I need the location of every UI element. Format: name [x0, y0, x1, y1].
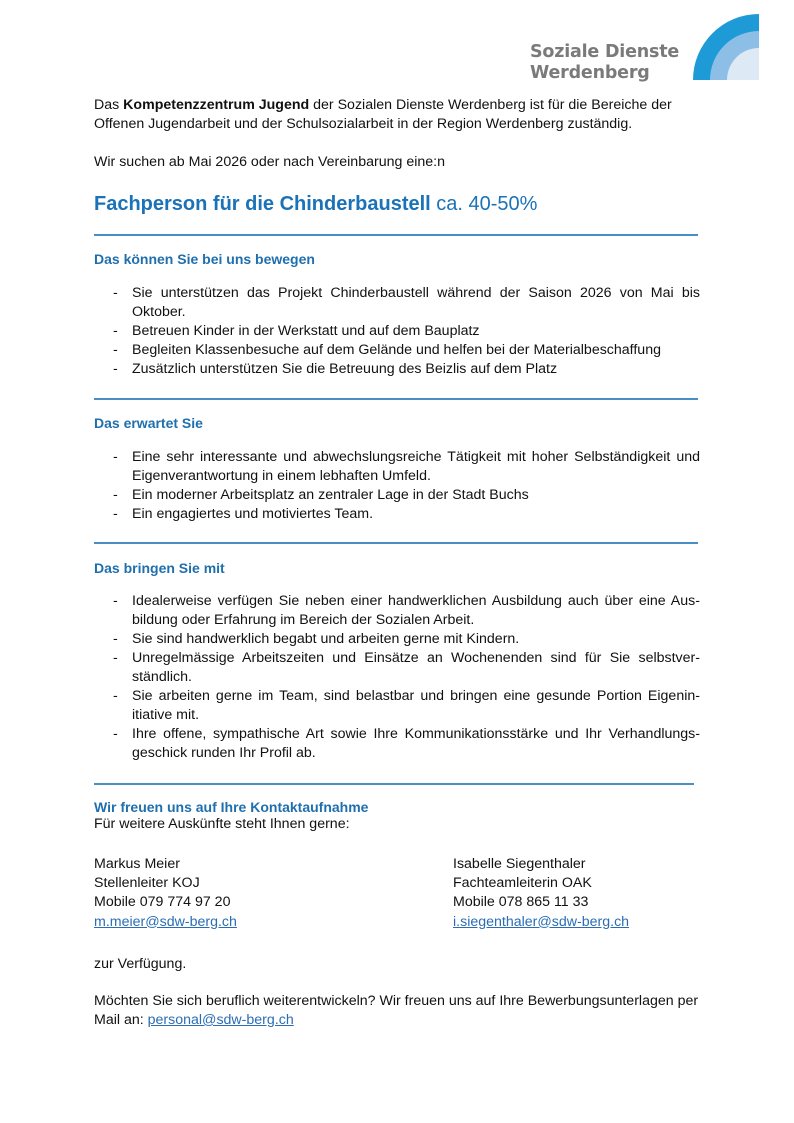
list-item: - Sie arbeiten gerne im Team, sind belastbar und bringen eine gesunde Portion Eigeninitiative mit. [94, 687, 700, 725]
list-item: - Zusätzlich unterstützen Sie die Betreuung des Beizlis auf dem Platz [94, 360, 700, 379]
application-paragraph: Möchten Sie sich beruflich weiterentwickeln? Wir freuen uns auf Ihre Bewerbungsunterlagen per Mail an: personal@sdw-berg.ch [94, 993, 699, 1028]
contact-phone: Mobile 078 865 11 33 [453, 894, 589, 911]
intro-paragraph: Das Kompetenzzentrum Jugend der Sozialen Dienste Werdenberg ist für die Bereiche der Offenen Jugendarbeit und der Schulsozialarbeit in der Region Werdenberg zuständig. [94, 97, 672, 132]
contact-card [94, 855, 237, 932]
requirements-list [94, 592, 700, 763]
contact-closing: zur Verfügung. [94, 956, 187, 972]
list-item: - Idealerweise verfügen Sie neben einer handwerklichen Ausbildung auch über eine Ausbildung oder Erfahrung im Bereich der Sozialen Arbeit. [94, 592, 700, 630]
job-title: Fachperson für die Chinderbaustell ca. 40-50% [94, 193, 538, 215]
rainbow-arc-icon [693, 14, 763, 80]
divider [94, 234, 698, 236]
list-item: - Ein engagiertes und motiviertes Team. [94, 505, 700, 524]
list-item: - Eine sehr interessante und abwechslungsreiche Tätigkeit mit hoher Selbständigkeit und Eigenverantwortung in einem lebhaften Umfeld. [94, 448, 700, 486]
logo-wordmark [530, 42, 679, 84]
search-line: Wir suchen ab Mai 2026 oder nach Vereinbarung eine:n [94, 154, 445, 170]
job-workload: ca. 40-50% [430, 193, 538, 215]
contact-role: Stellenleiter KOJ [94, 875, 200, 892]
list-item: - Ein moderner Arbeitsplatz an zentraler Lage in der Stadt Buchs [94, 486, 700, 505]
list-item: - Ihre offene, sympathische Art sowie Ihre Kommunikationsstärke und Ihr Verhandlungsgeschick runden Ihr Profil ab. [94, 725, 700, 763]
list-item: - Unregelmässige Arbeitszeiten und Einsätze an Wochenenden sind für Sie selbstverständlich. [94, 649, 700, 687]
contact-phone: Mobile 079 774 97 20 [94, 894, 231, 911]
department-name: Kompetenzzentrum Jugend [123, 97, 310, 113]
list-item: - Sie sind handwerklich begabt und arbeiten gerne mit Kindern. [94, 630, 700, 649]
divider [94, 542, 698, 544]
section-heading: Das können Sie bei uns bewegen [94, 251, 315, 267]
contact-email-link[interactable]: i.siegenthaler@sdw-berg.ch [453, 913, 630, 930]
contact-section [94, 799, 368, 834]
section-heading: Das erwartet Sie [94, 415, 203, 431]
divider [94, 398, 698, 400]
task-list [94, 284, 700, 379]
logo-line-1: Soziale Dienste [530, 42, 680, 62]
divider [94, 783, 694, 785]
contact-card [453, 855, 629, 932]
contact-name: Markus Meier [94, 856, 180, 872]
logo-line-2: Werdenberg [530, 63, 650, 83]
list-item: - Sie unterstützen das Projekt Chinderbaustell während der Saison 2026 von Mai bis Oktober. [94, 284, 700, 322]
section-heading: Das bringen Sie mit [94, 560, 225, 576]
contact-intro-text: Für weitere Auskünfte steht Ihnen gerne: [94, 816, 350, 832]
application-email-link[interactable]: personal@sdw-berg.ch [147, 1012, 294, 1028]
contact-name: Isabelle Siegenthaler [453, 856, 586, 872]
list-item: - Betreuen Kinder in der Werkstatt und auf dem Bauplatz [94, 322, 700, 341]
contact-email-link[interactable]: m.meier@sdw-berg.ch [94, 913, 237, 930]
section-heading: Wir freuen uns auf Ihre Kontaktaufnahme [94, 799, 369, 815]
offer-list [94, 448, 700, 524]
list-item: - Begleiten Klassenbesuche auf dem Gelände und helfen bei der Materialbeschaffung [94, 341, 700, 360]
company-logo [528, 12, 794, 87]
contact-role: Fachteamleiterin OAK [453, 875, 592, 892]
